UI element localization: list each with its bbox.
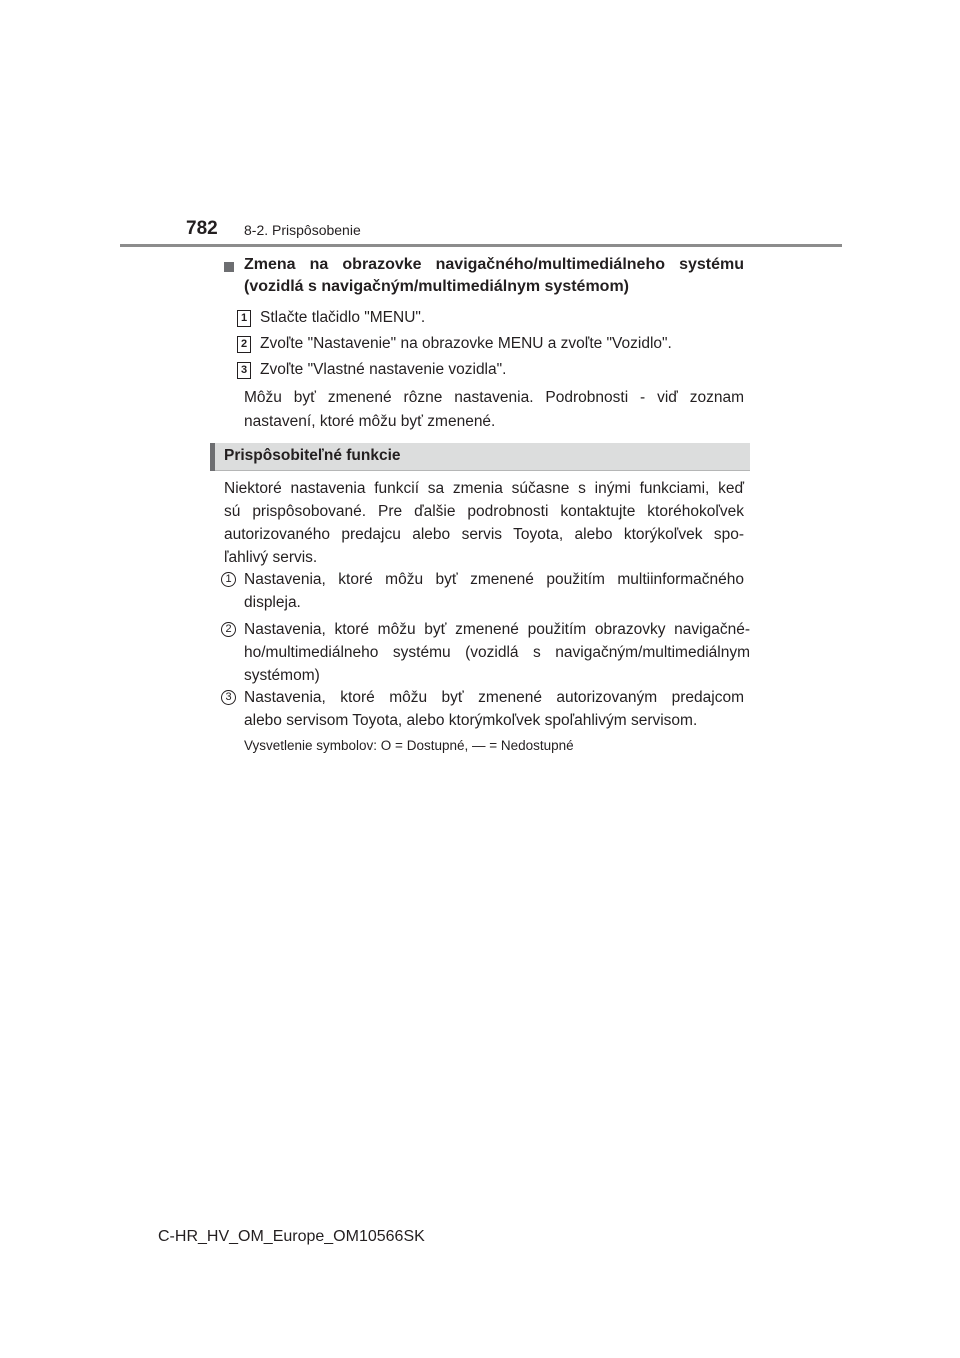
step-badge-1: 1 <box>237 310 251 327</box>
item-number-2: 2 <box>221 622 236 637</box>
subsection-heading-line-2: (vozidlá s navigačným/multimediálnym systémom) <box>244 278 630 295</box>
step-badge-2: 2 <box>237 336 251 353</box>
item-3-line-2: alebo servisom Toyota, alebo ktorýmkoľvek spoľahlivým servisom. <box>244 712 698 729</box>
note-line-1: Môžu byť zmenené rôzne nastavenia. Podrobnosti - viď zoznam <box>244 389 744 406</box>
intro-line-1: Niektoré nastavenia funkcií sa zmenia súčasne s inými funkciami, keď <box>224 480 744 497</box>
page-number: 782 <box>186 218 218 239</box>
subsection-heading-line-1: Zmena na obrazovke navigačného/multimediálneho systému <box>244 256 744 273</box>
step-text-2: Zvoľte "Nastavenie" na obrazovke MENU a zvoľte "Vozidlo". <box>260 335 672 352</box>
intro-line-2: sú prispôsobované. Pre ďalšie podrobnosti kontaktujte ktoréhokoľvek <box>224 503 744 520</box>
item-number-1: 1 <box>221 572 236 587</box>
heading-bullet-icon <box>224 262 234 272</box>
section-header-accent <box>210 443 215 471</box>
symbol-legend: Vysvetlenie symbolov: O = Dostupné, — = Nedostupné <box>244 738 574 753</box>
step-text-3: Zvoľte "Vlastné nastavenie vozidla". <box>260 361 507 378</box>
document-footer-code: C-HR_HV_OM_Europe_OM10566SK <box>158 1228 425 1245</box>
note-line-2: nastavení, ktoré môžu byť zmenené. <box>244 413 496 430</box>
intro-line-3: autorizovaného predajcu alebo servis Toyota, alebo ktorýkoľvek spo- <box>224 526 744 543</box>
item-1-line-1: Nastavenia, ktoré môžu byť zmenené použitím multiinformačného <box>244 571 744 588</box>
item-3-line-1: Nastavenia, ktoré môžu byť zmenené autorizovaným predajcom <box>244 689 744 706</box>
section-title: Prispôsobiteľné funkcie <box>224 447 401 464</box>
item-2-line-2: ho/multimediálneho systému (vozidlá s navigačným/multimediálnym <box>244 644 750 661</box>
item-2-line-1: Nastavenia, ktoré môžu byť zmenené použitím obrazovky navigačné- <box>244 621 750 638</box>
intro-line-4: ľahlivý servis. <box>224 549 318 566</box>
item-1-line-2: displeja. <box>244 594 301 611</box>
section-label: 8-2. Prispôsobenie <box>244 222 361 238</box>
step-badge-3: 3 <box>237 362 251 379</box>
item-number-3: 3 <box>221 690 236 705</box>
item-2-line-3: systémom) <box>244 667 320 684</box>
header-divider <box>120 244 842 247</box>
step-text-1: Stlačte tlačidlo "MENU". <box>260 309 426 326</box>
